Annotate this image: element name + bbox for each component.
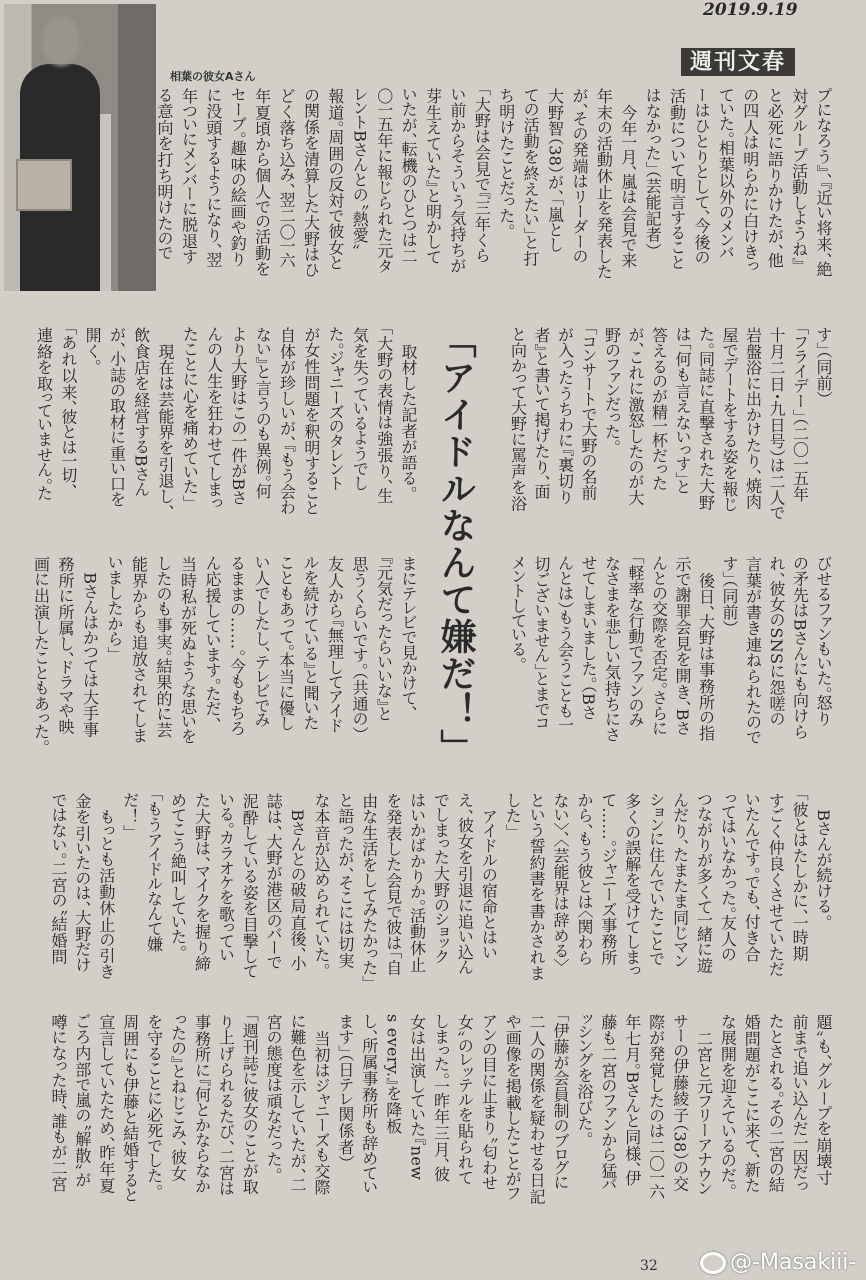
text-column: せてしまいました。（Bさ (579, 556, 598, 721)
text-column: 後日、大野は事務所の指 (696, 556, 716, 742)
text-column: 当時私が死ぬような思いを (178, 556, 198, 745)
text-column: ます」（日テレ関係者） (335, 1014, 355, 1164)
article-tier-5 (46, 1014, 835, 1219)
text-column: セーブ。趣味の絵画や釣り (228, 88, 248, 268)
text-column: から、もう彼とは〈関わら (574, 793, 594, 966)
text-column: なさまを悲しい気持ちにさ (602, 556, 622, 743)
text-column: の四人は明らかに白けきっ (740, 88, 760, 273)
text-column: 婚問題がここに来て、新た (742, 1014, 762, 1194)
text-column: レントBさんとの〝熱愛〟 (350, 88, 370, 252)
photo-basket-bag (16, 159, 72, 211)
text-column: アイドルの宿命とはい (479, 793, 499, 960)
article-tier-1 (152, 88, 835, 293)
text-column: 芽生えていた』と明かして (423, 88, 443, 265)
text-column: 「フライデー」（二〇一五年 (790, 327, 810, 503)
text-column: 年夏頃から個人での活動を (252, 88, 272, 278)
text-column: s every.』を降板 (383, 1014, 403, 1135)
text-column: ションに住んでいたことで (646, 793, 666, 966)
text-column: ての活動を終えたい」と打 (521, 88, 541, 267)
text-column: 『元気だったらいいな』と (374, 556, 394, 722)
text-column: が女性問題を釈明すること (301, 327, 321, 516)
text-column: や画像を掲載したことがフ (503, 1014, 523, 1201)
text-column: たことに心を痛めていた」 (180, 327, 200, 504)
text-column: ない〉、〈芸能界は辞める〉 (551, 793, 571, 967)
text-column: はなかった」（芸能記者） (643, 88, 663, 252)
text-column: 「大野は会見で『三年くら (472, 88, 492, 264)
text-column: 「もうアイドルなんて嫌 (144, 793, 164, 953)
text-column: 周囲にも伊藤と結婚すると (120, 1014, 140, 1203)
page-number: 32 (640, 1258, 658, 1274)
text-column: ていた。相葉以外のメンバ (716, 88, 736, 260)
text-column: いたが、転機のひとつは二 (399, 88, 419, 265)
weibo-icon (700, 1252, 726, 1274)
text-column: プになろう』、『近い将来、絶 (814, 88, 833, 278)
text-column: ではない。二宮の〝結婚問 (49, 793, 68, 965)
text-column: 岩盤浴に出かけたり、焼肉 (743, 327, 763, 510)
text-column: 思うくらいです。（共通の） (350, 556, 369, 735)
text-column: つながりが多くて一緒に遊 (694, 793, 714, 974)
article-tier-2-right (506, 327, 835, 532)
text-column: たとされる。その二宮の結 (766, 1014, 786, 1193)
text-column: こともあって。本当に優し (276, 556, 296, 732)
text-column: したのも事実。結果的に芸 (154, 556, 173, 739)
text-column: 題〟も、グループを崩壊寸 (814, 1014, 833, 1186)
text-column: 年ついにメンバーに脱退す (179, 88, 199, 265)
text-column: ん応援しています。ただ、 (203, 556, 222, 726)
text-column: と必死に語りかけたが、他 (765, 88, 785, 269)
text-column: 報道。周囲の反対で彼女と (325, 88, 345, 271)
text-column: れ、彼女のSNSに怨嗟の (767, 556, 786, 727)
text-column: 「伊藤が会員制のブログに (551, 1014, 571, 1191)
text-column: 「軽率な行動でファンのみ (626, 556, 645, 728)
text-column: 画に出演したこともあった。 (31, 556, 51, 748)
text-column: 友人から『無理してアイド (325, 556, 345, 734)
text-column: 飲食店を経営するBさん (131, 327, 151, 498)
text-column: した」 (503, 793, 523, 833)
text-column: ーはひとりとして、今後の (691, 88, 711, 265)
text-column: た。同誌に直撃された大野 (696, 327, 716, 511)
text-column: 際が発覚したのは二〇一六 (646, 1014, 666, 1200)
text-column: が、これに激怒したのが大 (626, 327, 645, 506)
text-column: 対グループ活動しようね』 (789, 88, 809, 266)
text-column: が入ったうちわに『裏切り (555, 327, 575, 505)
text-column: んだり、たまたま同じマン (670, 793, 690, 968)
text-column: し、所属事務所も辞めてい (359, 1014, 379, 1195)
text-column: 屋でデートをする姿を報じ (720, 327, 739, 513)
photo-blurred-face (42, 16, 80, 66)
text-column: 年七月。Bさんと同様、伊 (622, 1014, 642, 1187)
text-column: が、その発端はリーダーの (569, 88, 589, 264)
text-column: え、彼女を引退に追い込ん (455, 793, 475, 975)
text-column: 現在は芸能界を引退し、 (156, 327, 176, 513)
text-column: て……。ジャニーズ事務所 (598, 793, 618, 966)
text-column: が、小誌の取材に重い口を (107, 327, 127, 508)
text-column: 〇一五年に報じられた元タ (374, 88, 394, 274)
photo-caption: 相葉の彼女Aさん (170, 70, 256, 83)
text-column: んとは）もう会うことも一 (555, 556, 575, 731)
article-tier-4 (46, 793, 835, 998)
text-column: 「週刊誌に彼女のことが取 (240, 1014, 260, 1195)
text-column: な展開を迎えているのだ。 (718, 1014, 738, 1192)
text-column: いたんです。でも、付き合 (742, 793, 762, 963)
text-column: 噂になった時、誰もが二宮 (49, 1014, 68, 1193)
text-column: サーの伊藤綾子（38）の交 (670, 1014, 690, 1192)
article-tier-3-right (506, 556, 835, 761)
text-column: んの人生を狂わせてしまっ (204, 327, 224, 510)
text-column: た。ジャニーズのタレント (326, 327, 346, 491)
text-column: 事務所に『何とかならなか (192, 1014, 212, 1194)
text-column: た大野は、マイクを握り締 (192, 793, 212, 972)
issue-date: 2019.9.19 (703, 0, 798, 20)
text-column: めてこう絶叫していた。 (168, 793, 188, 953)
text-column: 言葉が書き連ねられたので (743, 556, 763, 745)
text-column: 取材した記者が語る。 (399, 327, 418, 495)
text-column: を発表した会見で彼は「自 (383, 793, 403, 976)
text-column: る意向を打ち明けたので (155, 88, 175, 260)
text-column: 答えるのが精一杯だった (649, 327, 669, 492)
text-column: んとの交際を否定。さらに (649, 556, 669, 737)
text-column: 「コンサートで大野の名前 (579, 327, 598, 501)
text-column: ごろ内部で嵐の〝解散〟が (72, 1014, 92, 1188)
text-column: ない』と言うのも異例。何 (253, 327, 273, 500)
article-tier-2-left (31, 327, 420, 532)
magazine-logo: 週刊文春 (681, 48, 795, 76)
text-column: 者』と書いて掲げたり、面 (532, 327, 551, 500)
text-column: すごく仲良くさせていただ (766, 793, 786, 978)
headline: 「アイドルなんて嫌だ！」 (435, 322, 476, 766)
text-column: 連絡を取っていません。た (34, 327, 54, 502)
text-column: でしまった大野のショック (431, 793, 451, 964)
text-column: に難色を示していたが、二 (288, 1014, 308, 1193)
photo-background-pole (99, 114, 111, 291)
text-column: い人でしたし、テレビでみ (252, 556, 271, 728)
text-column: り上げられるたび、二宮は (216, 1014, 236, 1197)
watermark-text: @-Masakiii- (730, 1250, 857, 1275)
text-column: と語ったが、そこには切実 (335, 793, 355, 969)
text-column: 宣言していたため、昨年夏 (96, 1014, 116, 1194)
text-column: 二宮と元フリーアナウン (694, 1014, 714, 1196)
text-column: しまった。一昨年三月、彼 (431, 1014, 451, 1183)
text-column: ってはいなかった。友人の (718, 793, 738, 962)
text-column: す」（同前） (814, 327, 833, 400)
text-column: だ！」 (120, 793, 140, 833)
text-column: 年末の活動休止を発表した (594, 88, 614, 280)
text-column: まにテレビで見かけて、 (399, 556, 418, 714)
text-column: Bさんが続ける。 (814, 793, 833, 923)
text-column: 「あれ以来、彼とは一切、 (58, 327, 78, 492)
text-column: 二人の関係を疑わせる日記 (527, 1014, 547, 1205)
text-column: す」（同前） (720, 556, 739, 629)
text-column: より大野はこの一件がBさ (228, 327, 248, 507)
text-column: 開く。 (83, 327, 103, 368)
text-column: 能界からも追放されてしま (129, 556, 149, 744)
article-tier-3-left (28, 556, 420, 761)
text-column: という誓約書を書かされま (527, 793, 547, 982)
text-column: に没頭するようになり、翌 (203, 88, 223, 268)
text-column: 当初はジャニーズも交際 (311, 1014, 331, 1196)
text-column: の関係を清算した大野はひ (301, 88, 321, 279)
text-column: 女〟のレッテルを貼られて (455, 1014, 475, 1185)
text-column: 前まで追い込んだ一因だっ (790, 1014, 810, 1193)
text-column: 気を失っているようでし (350, 327, 370, 492)
text-column: 「大野の表情は強張り、生 (374, 327, 394, 504)
text-column: ルを続けている』と聞いた (301, 556, 320, 731)
text-column: 自体が珍しいが、『もう会わ (277, 327, 297, 516)
text-column: アンの目に止まり〝匂わせ (479, 1014, 499, 1192)
text-column: 金を引いたのは、大野だけ (72, 793, 92, 974)
text-column: 十月二日・九日号）は二人で (767, 327, 786, 521)
text-column: はいかばかりか。活動休止 (407, 793, 427, 973)
text-column: と向かって大野に罵声を浴 (508, 327, 528, 512)
text-column: 宮の態度は頑なだった。 (264, 1014, 284, 1176)
text-column: 由な生活をしてみたかった」 (359, 793, 379, 984)
text-column: 務所に所属し、ドラマや映 (56, 556, 75, 735)
text-column: るままの……。今ももちろ (227, 556, 247, 737)
text-column: を守ることに必死でした。 (144, 1014, 164, 1193)
text-column: 切ございません」とまでコ (532, 556, 551, 731)
text-column: 活動について明言すること (667, 88, 687, 271)
text-column: の矛先はBさんにも向けら (790, 556, 810, 740)
text-column: もっとも活動休止の引き (96, 793, 116, 980)
text-column: 誌は、大野が港区のバーで (264, 793, 284, 970)
text-column: 多くの誤解を受けてしまっ (622, 793, 642, 978)
text-column: 今年一月、嵐は会見で来 (618, 88, 638, 269)
text-column: ッシングを浴びた。 (574, 1014, 594, 1140)
text-column: メントしている。 (508, 556, 528, 666)
text-column: Bさんはかつては大手事 (80, 556, 100, 738)
text-column: びせるファンもいた。怒り (814, 556, 833, 727)
text-column: は「何も言えないっす」と (673, 327, 692, 495)
text-column: な本音が込められていた。 (311, 793, 331, 972)
photo-woman-a (4, 4, 156, 291)
text-column: 泥酔している姿を目撃して (240, 793, 260, 979)
watermark (700, 1250, 856, 1276)
text-column: ち明けたことだった。 (496, 88, 516, 232)
text-column: どく落ち込み、翌二〇一六 (277, 88, 297, 269)
text-column: 大野智（38）が、「嵐とし (545, 88, 565, 253)
text-column: いる。カラオケを歌ってい (216, 793, 236, 963)
text-column: 女は出演していた『new (407, 1014, 427, 1181)
text-column: ったの』とねじこみ、彼女 (168, 1014, 188, 1182)
text-column: 示で謝罪会見を開き、Bさ (673, 556, 692, 737)
text-column: い前からそういう気持ちが (447, 88, 467, 274)
text-column: 野のファンだった。 (602, 327, 622, 448)
text-column: 「彼とはたしかに、一時期 (790, 793, 810, 962)
text-column: Bさんとの破局直後、小 (288, 793, 308, 972)
text-column: いましたから」 (105, 556, 124, 655)
text-column: 藤も二宮のファンから猛バ (598, 1014, 618, 1191)
